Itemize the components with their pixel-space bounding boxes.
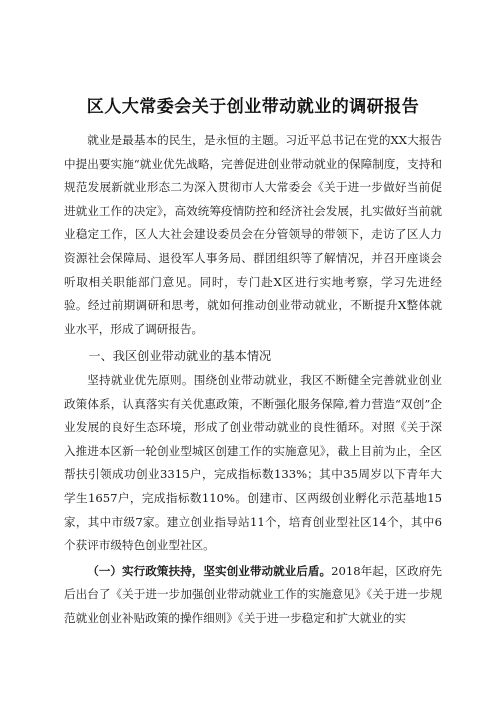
subsection-paragraph <box>64 560 442 631</box>
subsection-text: 2018年起，区政府先后出台了《关于进一步加强创业带动就业工作的实施意见》《关于进一步规范就业创业补贴政策的操作细则》《关于进一步稳定和扩大就业的实 <box>64 563 442 625</box>
document-title: 区人大常委会关于创业带动就业的调研报告 <box>86 97 420 117</box>
section-paragraph: 坚持就业优先原则。围绕创业带动就业，我区不断健全完善就业创业政策体系，认真落实有关优惠政策，不断强化服务保障,着力营造“双创”企业发展的良好生态环境，形成了创业带动就业的良性循环。对照《关于深入推进本区新一轮创业型城区创建工作的实施意见》，截上目前为止，全区帮扶引领成功创业3315户，完成指标数133%；其中35周岁以下青年大学生1657户，完成指标数110%。创建市、区两级创业孵化示范基地15家，其中市级7家。建立创业指导站11个，培育创业型社区14个，其中6个获评市级特色创业型社区。 <box>64 372 442 553</box>
intro-paragraph: 就业是最基本的民生，是永恒的主题。习近平总书记在党的XX大报告中提出要实施“就业优先战略，完善促进创业带动就业的保障制度，支持和规范发展新就业形态二为深入贯彻市人大常委会《关于进一步做好当前促进就业工作的决定》，高效统筹疫情防控和经济社会发展，扎实做好当前就业稳定工作，区人大社会建设委员会在分管领导的带领下，走访了区人力资源社会保障局、退役军人事务局、群团组织等了解情况，并召开座谈会听取相关职能部门意见。同时，专门赴X区进行实地考察，学习先进经验。经过前期调研和思考，就如何推动创业带动就业，不断提升X整体就业水平，形成了调研报告。 <box>64 133 442 336</box>
subsection-heading: （一）实行政策扶持，坚实创业带动就业后盾。 <box>87 563 332 578</box>
section-heading: 一、我区创业带动就业的基本情况 <box>88 349 272 364</box>
